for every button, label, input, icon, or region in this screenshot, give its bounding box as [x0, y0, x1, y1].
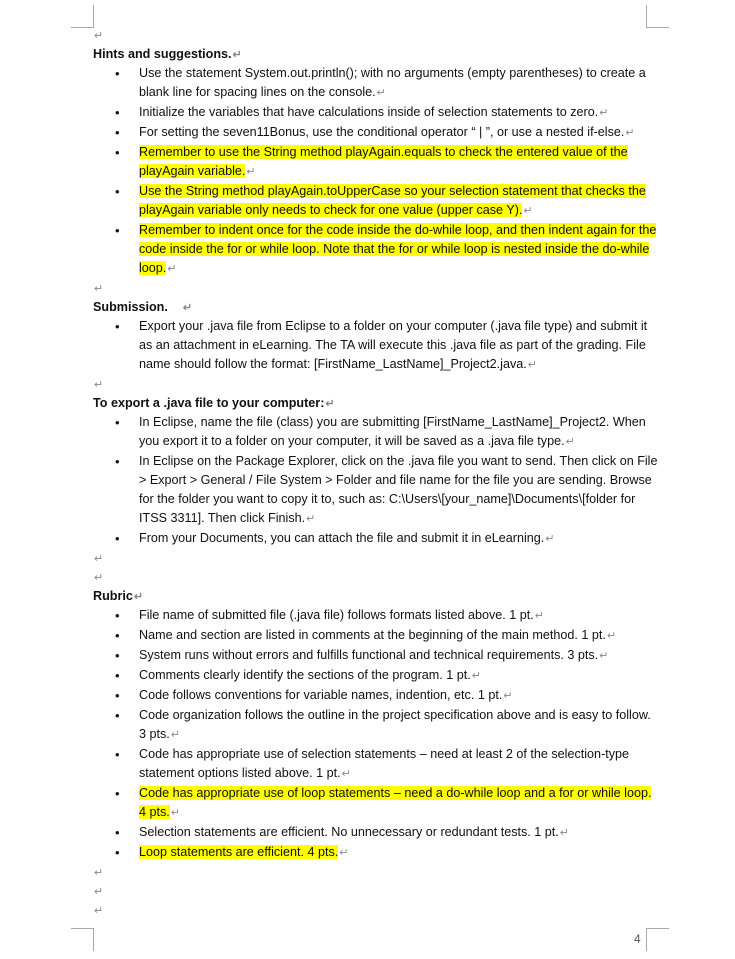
rubric-list	[93, 606, 658, 863]
list-item: • Remember to indent once for the code inside the do-while loop, and then indent again for the code inside the for or while loop. Note that the for or while loop is nested inside the do-while loop.↵	[93, 221, 658, 279]
empty-paragraph: ↵	[94, 905, 104, 917]
hints-list	[93, 64, 658, 279]
document-body[interactable]	[93, 26, 658, 920]
submission-list	[93, 317, 658, 375]
list-item: • Code follows conventions for variable names, indention, etc. 1 pt.↵	[93, 686, 658, 706]
list-item: • Comments clearly identify the sections of the program. 1 pt.↵	[93, 666, 658, 686]
list-item: • System runs without errors and fulfills functional and technical requirements. 3 pts.↵	[93, 646, 658, 666]
list-item: • Remember to use the String method playAgain.equals to check the entered value of the playAgain variable.↵	[93, 143, 658, 182]
crop-mark-bottom-left	[71, 928, 94, 951]
empty-paragraph: ↵	[94, 283, 104, 295]
list-item: • In Eclipse on the Package Explorer, click on the .java file you want to send. Then click on File > Export > General / File System > Folder and file name for the file you are sending. Browse for the folder you want to copy it to, such as: C:\Users\[your_name]\Documents\[folder for ITSS 3311]. Then click Finish.↵	[93, 452, 658, 529]
list-item: • From your Documents, you can attach the file and submit it in eLearning.↵	[93, 529, 658, 549]
crop-mark-top-right	[646, 5, 669, 28]
list-item: • Code has appropriate use of loop statements – need a do-while loop and a for or while loop. 4 pts.↵	[93, 784, 658, 823]
list-item: • Loop statements are efficient. 4 pts.↵	[93, 843, 658, 863]
export-list	[93, 413, 658, 549]
list-item: • Use the statement System.out.println(); with no arguments (empty parentheses) to create a blank line for spacing lines on the console.↵	[93, 64, 658, 103]
empty-paragraph: ↵	[94, 30, 104, 42]
export-heading: To export a .java file to your computer:↵	[93, 396, 335, 410]
list-item: • Use the String method playAgain.toUpperCase so your selection statement that checks the playAgain variable only needs to check for one value (upper case Y).↵	[93, 182, 658, 221]
list-item: • Export your .java file from Eclipse to a folder on your computer (.java file type) and submit it as an attachment in eLearning. The TA will execute this .java file as part of the grading. File name should follow the format: [FirstName_LastName]_Project2.java.↵	[93, 317, 658, 375]
list-item: • For setting the seven11Bonus, use the conditional operator “ | ”, or use a nested if-else.↵	[93, 123, 658, 143]
list-item: • File name of submitted file (.java file) follows formats listed above. 1 pt.↵	[93, 606, 658, 626]
hints-heading: Hints and suggestions.↵	[93, 47, 242, 61]
list-item: • Initialize the variables that have calculations inside of selection statements to zero.↵	[93, 103, 658, 123]
empty-paragraph: ↵	[94, 379, 104, 391]
crop-mark-top-left	[71, 5, 94, 28]
empty-paragraph: ↵	[94, 886, 104, 898]
crop-mark-bottom-right	[646, 928, 669, 951]
rubric-heading: Rubric↵	[93, 589, 144, 603]
list-item: • Name and section are listed in comments at the beginning of the main method. 1 pt.↵	[93, 626, 658, 646]
submission-heading: Submission. ↵	[93, 300, 193, 314]
list-item: • Selection statements are efficient. No unnecessary or redundant tests. 1 pt.↵	[93, 823, 658, 843]
empty-paragraph: ↵	[94, 553, 104, 565]
empty-paragraph: ↵	[94, 572, 104, 584]
page-number: 4	[634, 932, 641, 946]
list-item: • Code has appropriate use of selection statements – need at least 2 of the selection-type statement options listed above. 1 pt.↵	[93, 745, 658, 784]
empty-paragraph: ↵	[94, 867, 104, 879]
list-item: • Code organization follows the outline in the project specification above and is easy to follow. 3 pts.↵	[93, 706, 658, 745]
list-item: • In Eclipse, name the file (class) you are submitting [FirstName_LastName]_Project2. When you export it to a folder on your computer, it will be saved as a .java file type.↵	[93, 413, 658, 452]
